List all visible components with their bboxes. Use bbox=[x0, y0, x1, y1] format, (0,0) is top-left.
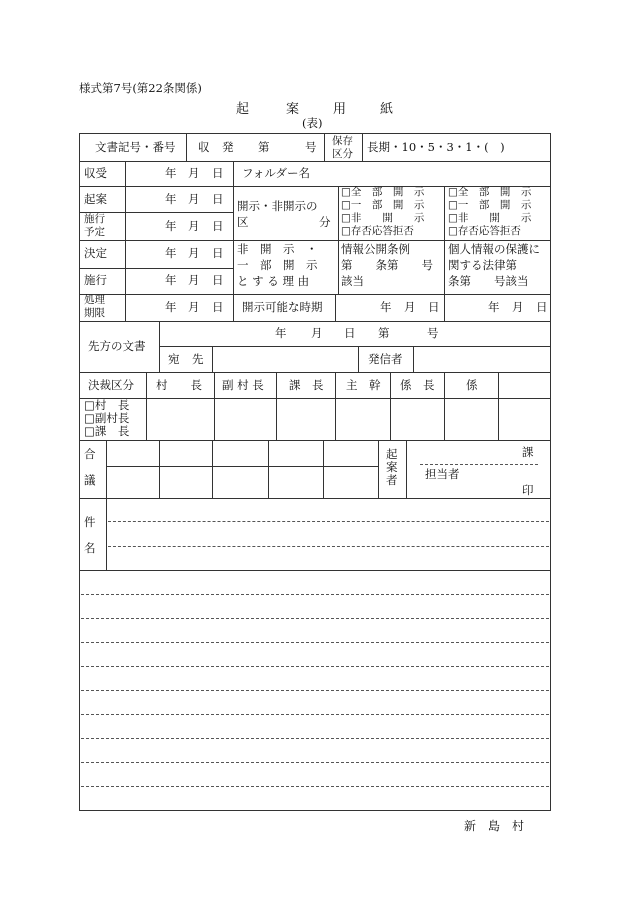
disclosure-opt-partial-2[interactable]: □一 部 開 示 bbox=[448, 199, 532, 211]
number-prefix: 第 bbox=[258, 140, 270, 154]
disclosable-time-label: 開示可能な時期 bbox=[242, 300, 323, 314]
scheduled-label-2: 予定 bbox=[84, 226, 105, 238]
draft-label: 起案 bbox=[84, 192, 107, 206]
law1-line-1: 情報公開条例 bbox=[341, 242, 410, 256]
law1-line-2: 第 条第 号 bbox=[341, 258, 433, 272]
approval-label: 決裁区分 bbox=[88, 378, 134, 392]
title-char-2: 案 bbox=[286, 102, 300, 117]
dest-number-prefix: 第 bbox=[378, 326, 390, 340]
disclosable-year-2: 年 bbox=[488, 300, 500, 314]
law1-line-3: 該当 bbox=[341, 274, 364, 288]
approval-option-section-chief[interactable]: □課 長 bbox=[84, 424, 130, 438]
send-label: 発 bbox=[222, 140, 234, 154]
disclosure-label-2: 区 bbox=[237, 215, 249, 229]
reason-label-2: 一 部 開 示 bbox=[237, 258, 318, 272]
ymd-year: 年 bbox=[165, 246, 177, 260]
retention-value[interactable]: 長期・10・5・3・1・( ) bbox=[367, 140, 505, 154]
dest-number-suffix: 号 bbox=[427, 326, 439, 340]
dest-day: 日 bbox=[344, 326, 356, 340]
form-id: 様式第7号(第22条関係) bbox=[79, 81, 202, 95]
approval-col-section-chief: 課 長 bbox=[289, 378, 324, 392]
subject-input[interactable] bbox=[108, 500, 548, 568]
ymd-day: 日 bbox=[212, 300, 224, 314]
reason-label-3: と す る 理 由 bbox=[237, 274, 310, 288]
ymd-month: 月 bbox=[188, 166, 200, 180]
ymd-year: 年 bbox=[165, 300, 177, 314]
disclosure-opt-partial[interactable]: □一 部 開 示 bbox=[341, 199, 425, 211]
approval-col-staff: 係 bbox=[466, 378, 478, 392]
deadline-label-1: 処理 bbox=[84, 294, 105, 306]
disclosure-opt-refuse[interactable]: □存否応答拒否 bbox=[341, 225, 414, 237]
disclosure-label-3: 分 bbox=[319, 215, 331, 229]
ymd-day: 日 bbox=[212, 219, 224, 233]
ymd-month: 月 bbox=[188, 273, 200, 287]
person-in-charge-label: 担当者 bbox=[425, 467, 460, 481]
village-name: 新 島 村 bbox=[464, 819, 525, 833]
title-char-1: 起 bbox=[236, 102, 250, 117]
subtitle: (表) bbox=[302, 116, 323, 130]
retention-label-2: 区分 bbox=[332, 148, 353, 160]
disclosure-opt-non[interactable]: □非 開 示 bbox=[341, 212, 425, 224]
ymd-day: 日 bbox=[212, 192, 224, 206]
drafter-label-2: 案 bbox=[386, 460, 398, 474]
seal-label: 印 bbox=[522, 483, 534, 497]
folder-name-label: フォルダー名 bbox=[242, 166, 310, 180]
ymd-year: 年 bbox=[165, 273, 177, 287]
subject-label-2: 名 bbox=[84, 541, 96, 555]
law2-line-3: 条第 号該当 bbox=[448, 274, 529, 288]
ymd-month: 月 bbox=[188, 219, 200, 233]
dest-month: 月 bbox=[311, 326, 323, 340]
title-char-3: 用 bbox=[333, 102, 347, 117]
consultation-label-1: 合 bbox=[84, 447, 96, 461]
disclosure-opt-full-2[interactable]: □全 部 開 示 bbox=[448, 186, 532, 198]
subject-label-1: 件 bbox=[84, 515, 96, 529]
scheduled-label-1: 施行 bbox=[84, 213, 105, 225]
disclosure-label-1: 開示・非開示の bbox=[237, 199, 318, 213]
disclosable-day-2: 日 bbox=[536, 300, 548, 314]
body-text-area[interactable] bbox=[81, 572, 549, 808]
addressee-label-2: 先 bbox=[192, 352, 204, 366]
ymd-month: 月 bbox=[188, 192, 200, 206]
drafter-section: 課 bbox=[522, 445, 534, 459]
doc-number-label: 文書記号・番号 bbox=[95, 140, 176, 154]
approval-col-director: 主 幹 bbox=[346, 378, 381, 392]
approval-option-mayor[interactable]: □村 長 bbox=[84, 398, 130, 412]
ymd-month: 月 bbox=[188, 300, 200, 314]
approval-col-subsection-chief: 係 長 bbox=[400, 378, 435, 392]
disclosure-opt-full[interactable]: □全 部 開 示 bbox=[341, 186, 425, 198]
consultation-label-2: 議 bbox=[84, 473, 96, 487]
ymd-day: 日 bbox=[212, 273, 224, 287]
ymd-year: 年 bbox=[165, 192, 177, 206]
approval-col-deputy: 副 村 長 bbox=[222, 378, 264, 392]
enforcement-label: 施行 bbox=[84, 273, 107, 287]
reason-label-1: 非 開 示 ・ bbox=[237, 242, 318, 256]
approval-option-deputy[interactable]: □副村長 bbox=[84, 411, 130, 425]
retention-label-1: 保存 bbox=[332, 135, 353, 147]
disclosable-month: 月 bbox=[404, 300, 416, 314]
ymd-month: 月 bbox=[188, 246, 200, 260]
dest-year: 年 bbox=[275, 326, 287, 340]
disclosure-opt-non-2[interactable]: □非 開 示 bbox=[448, 212, 532, 224]
ymd-year: 年 bbox=[165, 166, 177, 180]
title-char-4: 紙 bbox=[380, 102, 394, 117]
ymd-day: 日 bbox=[212, 246, 224, 260]
receipt-label: 収受 bbox=[84, 166, 107, 180]
disclosable-day: 日 bbox=[428, 300, 440, 314]
ymd-year: 年 bbox=[165, 219, 177, 233]
sender-label: 発信者 bbox=[368, 352, 403, 366]
drafter-label-3: 者 bbox=[386, 473, 398, 487]
addressee-label-1: 宛 bbox=[168, 352, 180, 366]
disclosure-opt-refuse-2[interactable]: □存否応答拒否 bbox=[448, 225, 521, 237]
approval-col-mayor: 村 長 bbox=[156, 378, 202, 392]
ymd-day: 日 bbox=[212, 166, 224, 180]
destination-label: 先方の文書 bbox=[88, 339, 146, 353]
law2-line-2: 関する法律第 bbox=[448, 258, 517, 272]
disclosable-month-2: 月 bbox=[512, 300, 524, 314]
deadline-label-2: 期限 bbox=[84, 307, 105, 319]
number-suffix: 号 bbox=[305, 140, 317, 154]
law2-line-1: 個人情報の保護に bbox=[448, 242, 540, 256]
disclosable-year: 年 bbox=[380, 300, 392, 314]
drafter-label-1: 起 bbox=[386, 447, 398, 461]
decision-label: 決定 bbox=[84, 246, 107, 260]
receive-label: 収 bbox=[198, 140, 210, 154]
